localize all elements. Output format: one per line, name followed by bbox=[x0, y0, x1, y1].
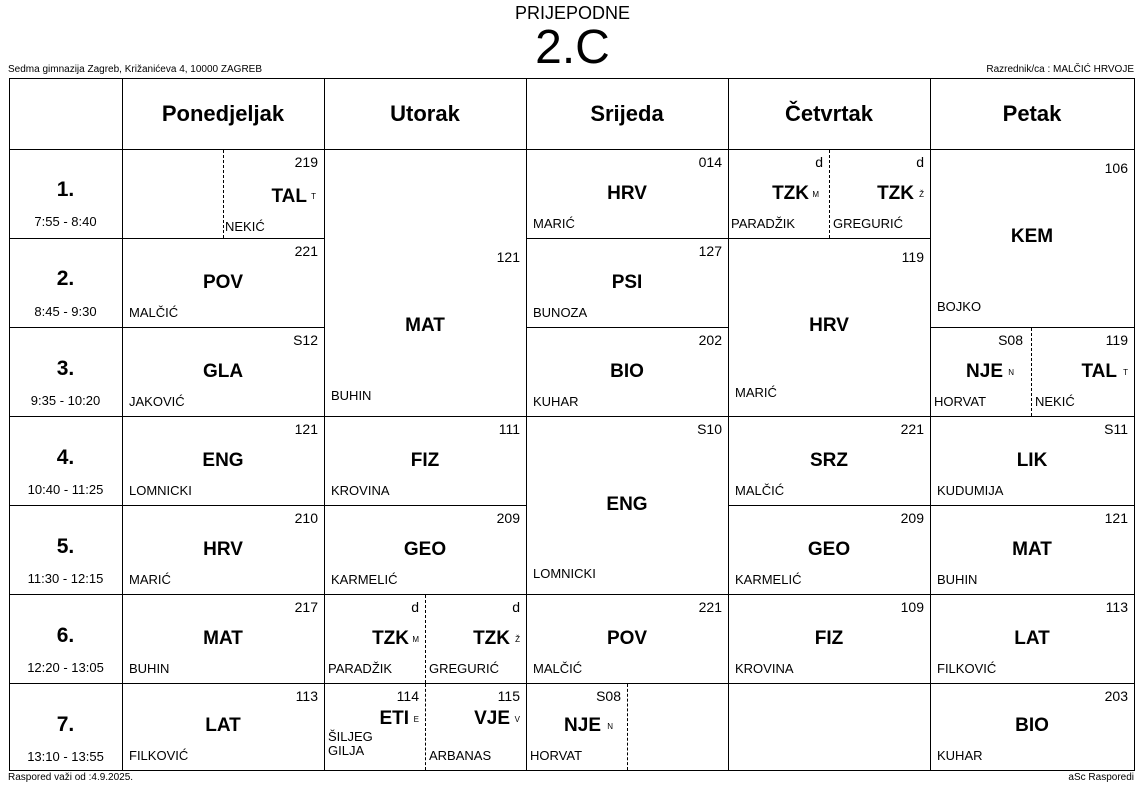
period-number: 2. bbox=[56, 267, 75, 290]
teacher: MARIĆ bbox=[533, 216, 575, 231]
timetable-grid bbox=[9, 78, 1135, 771]
subject: GEO bbox=[807, 539, 851, 560]
room-number: 209 bbox=[496, 510, 520, 526]
lesson-cell[interactable] bbox=[324, 239, 526, 416]
subject: MAT bbox=[203, 628, 243, 649]
period-number: 6. bbox=[56, 624, 75, 647]
lesson-cell[interactable] bbox=[930, 595, 1134, 683]
group-tag: N bbox=[1008, 368, 1014, 377]
room-number: S10 bbox=[697, 421, 722, 437]
homeroom-teacher: Razrednik/ca : MALČIĆ HRVOJE bbox=[986, 64, 1134, 75]
lesson-cell[interactable] bbox=[526, 595, 728, 683]
day-header-monday: Ponedjeljak bbox=[161, 100, 285, 126]
room-number: 014 bbox=[698, 154, 722, 170]
room-number: 114 bbox=[396, 688, 419, 704]
group-tag: E bbox=[413, 715, 419, 724]
subject: MAT bbox=[1012, 539, 1052, 560]
teacher: NEKIĆ bbox=[225, 219, 265, 234]
teacher: GREGURIĆ bbox=[833, 216, 904, 231]
subject: TZK bbox=[877, 183, 914, 204]
subject: BIO bbox=[610, 361, 644, 382]
valid-from-note: Raspored važi od :4.9.2025. bbox=[8, 772, 134, 783]
group-divider bbox=[627, 684, 628, 770]
room-number: d bbox=[512, 599, 520, 615]
teacher: GREGURIĆ bbox=[429, 661, 500, 676]
room-number: 115 bbox=[497, 688, 520, 704]
period-number: 4. bbox=[56, 446, 75, 469]
lesson-cell[interactable] bbox=[324, 417, 526, 505]
teacher: HORVAT bbox=[934, 394, 987, 409]
lesson-cell[interactable] bbox=[324, 506, 526, 594]
subject: VJE bbox=[474, 708, 510, 729]
subject: PSI bbox=[611, 272, 643, 293]
lesson-cell[interactable] bbox=[122, 595, 324, 683]
room-number: S11 bbox=[1104, 421, 1128, 437]
teacher: BOJKO bbox=[937, 299, 982, 314]
teacher: KARMELIĆ bbox=[331, 572, 398, 587]
subject: GLA bbox=[202, 361, 244, 382]
room-number: 217 bbox=[294, 599, 318, 615]
subject: TZK bbox=[772, 183, 809, 204]
lesson-cell[interactable] bbox=[728, 595, 930, 683]
lesson-cell[interactable] bbox=[526, 150, 728, 238]
room-number: 111 bbox=[498, 421, 520, 437]
room-number: 127 bbox=[698, 243, 722, 259]
subject: MAT bbox=[405, 315, 445, 336]
subject: TAL bbox=[271, 186, 307, 207]
lesson-cell[interactable] bbox=[728, 417, 930, 505]
group-tag: T bbox=[1123, 368, 1128, 377]
teacher: ARBANAS bbox=[429, 748, 492, 763]
teacher: KUHAR bbox=[937, 748, 983, 763]
subject: SRZ bbox=[810, 450, 848, 471]
subject: LAT bbox=[1014, 628, 1050, 649]
room-number: 106 bbox=[1104, 160, 1128, 176]
subject: HRV bbox=[203, 539, 243, 560]
software-credit: aSc Rasporedi bbox=[1068, 772, 1134, 783]
room-number: 113 bbox=[295, 688, 318, 704]
room-number: 203 bbox=[1104, 688, 1128, 704]
lesson-cell[interactable] bbox=[728, 506, 930, 594]
teacher: BUHIN bbox=[129, 661, 170, 676]
lesson-cell[interactable] bbox=[526, 239, 728, 327]
subject: POV bbox=[606, 628, 648, 649]
subject: NJE bbox=[966, 361, 1003, 382]
lesson-cell[interactable] bbox=[122, 239, 324, 327]
lesson-cell[interactable] bbox=[526, 328, 728, 416]
period-time: 10:40 - 11:25 bbox=[27, 482, 104, 497]
teacher: KARMELIĆ bbox=[735, 572, 802, 587]
teacher: LOMNICKI bbox=[533, 566, 596, 581]
subject: FIZ bbox=[814, 628, 844, 649]
subject: TZK bbox=[372, 628, 409, 649]
lesson-cell[interactable] bbox=[425, 684, 526, 770]
teacher: LOMNICKI bbox=[129, 483, 192, 498]
subject: LIK bbox=[1016, 450, 1048, 471]
lesson-cell[interactable] bbox=[223, 150, 324, 238]
lesson-cell[interactable] bbox=[324, 595, 425, 683]
subject: BIO bbox=[1015, 715, 1049, 736]
teacher: FILKOVIĆ bbox=[129, 748, 189, 763]
room-number: 119 bbox=[901, 249, 924, 265]
class-title: 2.C bbox=[535, 21, 610, 74]
lesson-cell[interactable] bbox=[930, 684, 1134, 770]
room-number: 221 bbox=[698, 599, 722, 615]
lesson-cell[interactable] bbox=[930, 328, 1031, 416]
teacher: BUHIN bbox=[937, 572, 978, 587]
group-tag: M bbox=[812, 190, 819, 199]
group-tag: T bbox=[311, 192, 316, 201]
lesson-cell[interactable] bbox=[728, 239, 930, 416]
subject: LAT bbox=[205, 715, 241, 736]
period-number: 5. bbox=[56, 535, 75, 558]
lesson-cell[interactable] bbox=[122, 328, 324, 416]
lesson-cell[interactable] bbox=[324, 684, 425, 770]
school-name: Sedma gimnazija Zagreb, Križanićeva 4, 10000 ZAGREB bbox=[8, 64, 263, 75]
group-tag: Ž bbox=[919, 190, 924, 199]
lesson-cell[interactable] bbox=[122, 417, 324, 505]
room-number: 210 bbox=[294, 510, 318, 526]
subject: ENG bbox=[202, 450, 244, 471]
lesson-cell[interactable] bbox=[930, 506, 1134, 594]
teacher: MALČIĆ bbox=[129, 305, 179, 320]
teacher: HORVAT bbox=[530, 748, 583, 763]
period-number: 7. bbox=[56, 713, 75, 736]
group-tag: Ž bbox=[515, 635, 520, 644]
lesson-cell[interactable] bbox=[930, 150, 1134, 327]
teacher: MALČIĆ bbox=[735, 483, 785, 498]
teacher: PARADŽIK bbox=[328, 661, 393, 676]
room-number: 121 bbox=[294, 421, 318, 437]
teacher: JAKOVIĆ bbox=[129, 394, 185, 409]
lesson-cell[interactable] bbox=[425, 595, 526, 683]
room-number: 209 bbox=[900, 510, 924, 526]
period-time: 11:30 - 12:15 bbox=[27, 571, 104, 586]
room-number: 202 bbox=[698, 332, 722, 348]
subject: ETI bbox=[379, 708, 409, 729]
lesson-cell[interactable] bbox=[526, 684, 627, 770]
room-number: 121 bbox=[1104, 510, 1128, 526]
room-number: 121 bbox=[496, 249, 520, 265]
room-number: d bbox=[916, 154, 924, 170]
lesson-cell[interactable] bbox=[122, 506, 324, 594]
room-number: 109 bbox=[900, 599, 924, 615]
room-number: 221 bbox=[900, 421, 924, 437]
teacher: ŠILJEG GILJA bbox=[328, 729, 373, 758]
day-header-wednesday: Srijeda bbox=[590, 100, 664, 126]
period-number: 1. bbox=[56, 178, 75, 201]
teacher: NEKIĆ bbox=[1035, 394, 1075, 409]
group-tag: V bbox=[514, 715, 520, 724]
subject: KEM bbox=[1010, 226, 1054, 247]
teacher: MARIĆ bbox=[129, 572, 171, 587]
teacher: KROVINA bbox=[331, 483, 390, 498]
subject: POV bbox=[202, 272, 244, 293]
room-number: S08 bbox=[596, 688, 621, 704]
room-number: d bbox=[411, 599, 419, 615]
period-time: 12:20 - 13:05 bbox=[27, 660, 104, 675]
teacher: BUNOZA bbox=[533, 305, 588, 320]
teacher: KROVINA bbox=[735, 661, 794, 676]
subject: FIZ bbox=[410, 450, 440, 471]
teacher: PARADŽIK bbox=[731, 216, 796, 231]
lesson-cell[interactable] bbox=[829, 150, 930, 238]
teacher: KUHAR bbox=[533, 394, 579, 409]
day-header-friday: Petak bbox=[1002, 100, 1062, 126]
period-time: 13:10 - 13:55 bbox=[27, 749, 104, 764]
shift-title: PRIJEPODNE bbox=[514, 3, 631, 23]
lesson-cell[interactable] bbox=[122, 684, 324, 770]
period-time: 7:55 - 8:40 bbox=[34, 214, 97, 229]
period-number: 3. bbox=[56, 357, 75, 380]
room-number: S12 bbox=[293, 332, 318, 348]
room-number: S08 bbox=[998, 332, 1023, 348]
day-header-tuesday: Utorak bbox=[390, 100, 460, 126]
group-tag: N bbox=[607, 722, 613, 731]
period-time: 8:45 - 9:30 bbox=[34, 304, 97, 319]
lesson-cell[interactable] bbox=[930, 417, 1134, 505]
room-number: 113 bbox=[1105, 599, 1128, 615]
subject: ENG bbox=[606, 494, 648, 515]
lesson-cell[interactable] bbox=[728, 150, 829, 238]
teacher: BUHIN bbox=[331, 388, 372, 403]
room-number: 219 bbox=[294, 154, 318, 170]
teacher: MALČIĆ bbox=[533, 661, 583, 676]
lesson-cell[interactable] bbox=[526, 417, 728, 594]
room-number: 221 bbox=[294, 243, 318, 259]
subject: TAL bbox=[1081, 361, 1117, 382]
subject: TZK bbox=[473, 628, 510, 649]
teacher: MARIĆ bbox=[735, 385, 777, 400]
room-number: d bbox=[815, 154, 823, 170]
subject: GEO bbox=[403, 539, 447, 560]
room-number: 119 bbox=[1105, 332, 1128, 348]
subject: HRV bbox=[809, 315, 849, 336]
day-header-thursday: Četvrtak bbox=[784, 100, 874, 126]
teacher: FILKOVIĆ bbox=[937, 661, 997, 676]
period-time: 9:35 - 10:20 bbox=[30, 393, 101, 408]
teacher: KUDUMIJA bbox=[937, 483, 1004, 498]
subject: HRV bbox=[607, 183, 647, 204]
group-tag: M bbox=[412, 635, 419, 644]
subject: NJE bbox=[564, 715, 601, 736]
lesson-cell[interactable] bbox=[1031, 328, 1134, 416]
